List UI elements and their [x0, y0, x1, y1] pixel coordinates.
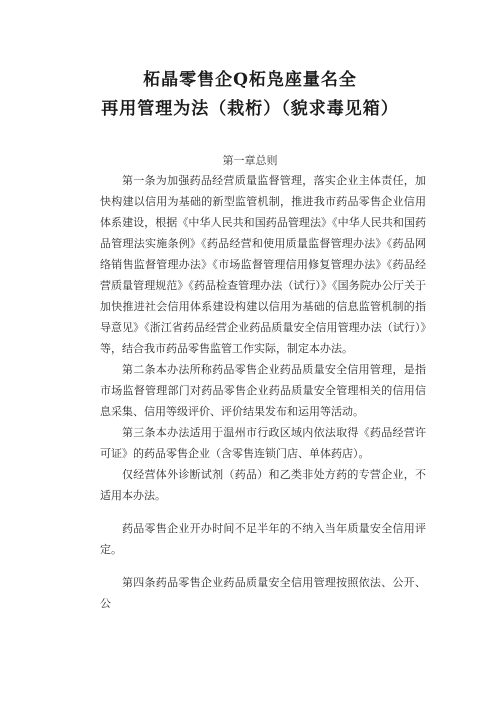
document-title-line-2: 再用管理为法（栽桁）（貌求毒见箱） — [101, 99, 399, 119]
paragraph-article-3: 第三条本办法适用于温州市行政区域内依法取得《药品经营许可证》的药品零售企业（含零售连锁门店、单体药店）。 — [100, 426, 426, 460]
paragraph-article-2: 第二条本办法所称药品零售企业药品质量安全信用管理，是指市场监督管理部门对药品零售企业药品质量安全管理相关的信用信息采集、信用等级评价、评价结果发布和运用等活动。 — [100, 363, 426, 418]
document-title-line-1: 柘晶零售企Q柘凫座量名全 — [143, 70, 357, 90]
paragraph-exception: 仅经营体外诊断试剂（药品）和乙类非处方药的专营企业，不适用本办法。 — [100, 468, 426, 502]
paragraph-article-1: 第一条为加强药品经营质量监督管理，落实企业主体责任，加快构建以信用为基础的新型监管机制，推进我市药品零售企业信用体系建设，根据《中华人民共和国药品管理法》《中华人民共和国药品管理法实施条例》《药品经营和使用质量监督管理办法》《药品网络销售监督管理办法》《市场监督管理信用修复管理办法》《药品经营质量管理规范》《药品检查管理办法（试行）》《国务院办公厅关于加快推进社会信用体系建设构建以信用为基础的信息监管机制的指导意见》《浙江省药品经营企业药品质量安全信用管理办法（试行）》等，结合我市药品零售监管工作实际，制定本办法。 — [100, 174, 426, 355]
paragraph-new-enterprise: 药品零售企业开办时间不足半年的不纳入当年质量安全信用评定。 — [100, 522, 426, 556]
chapter-heading: 第一章总则 — [222, 154, 278, 167]
document-body — [100, 170, 426, 614]
paragraph-article-4: 第四条药品零售企业药品质量安全信用管理按照依法、公开、公 — [100, 576, 426, 610]
